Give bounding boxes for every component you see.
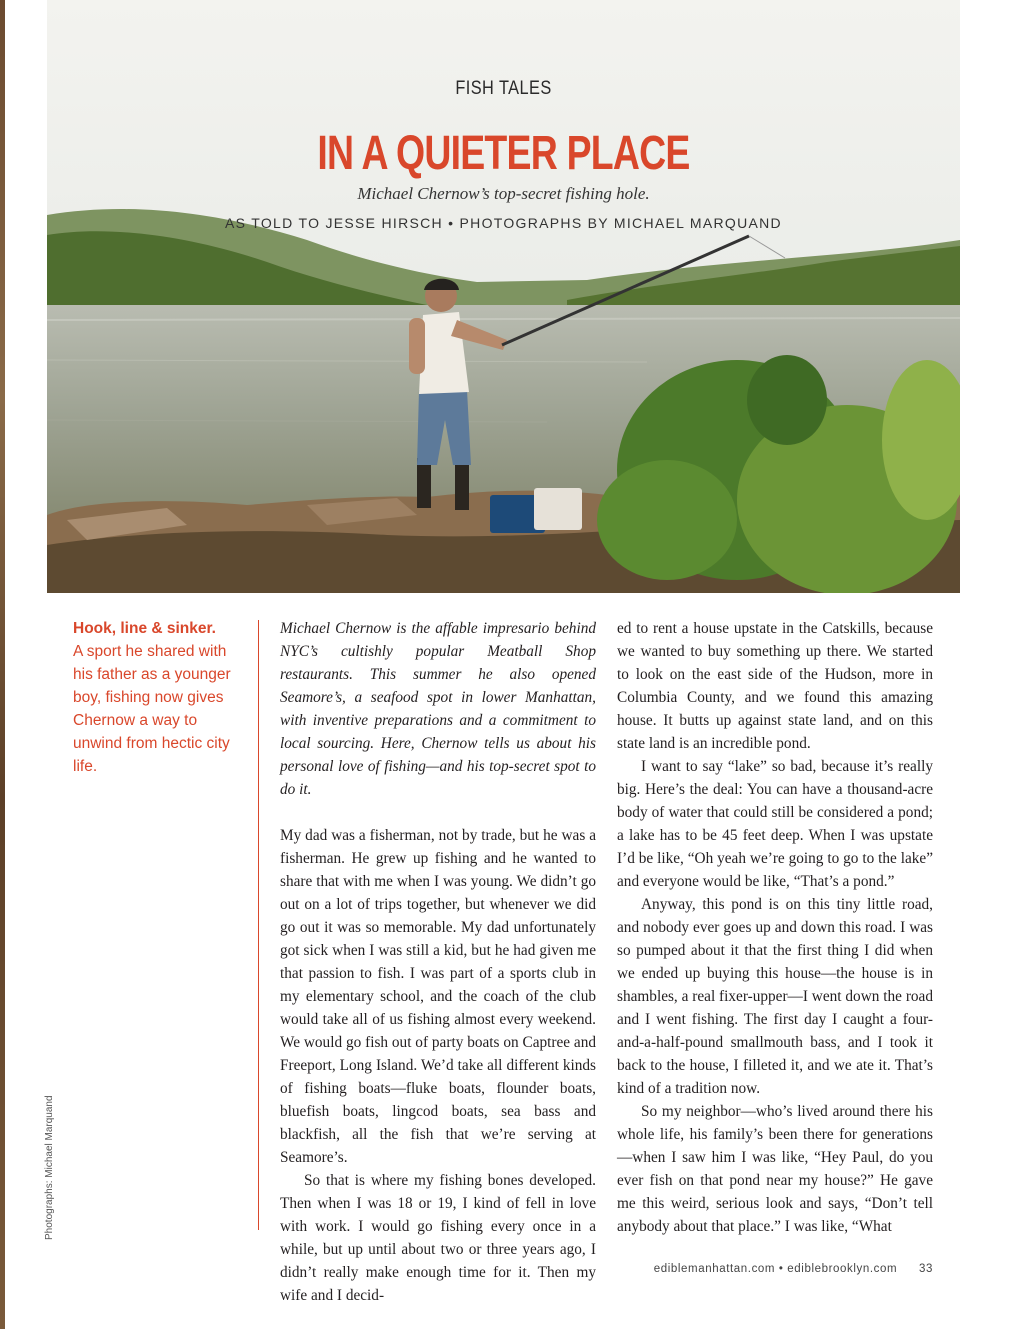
article-intro: Michael Chernow is the affable impresario behind NYC’s cultishly popular Meatball Shop restaurants. This summer he also opened Seamore’s, a seafood spot in lower Manhattan, with inventive preparations and a commitment to local sourcing. Here, Chernow tells us about his personal love of fishing—and his top-secret spot to do it. bbox=[280, 620, 596, 798]
article-dek: Michael Chernow’s top-secret fishing hole. bbox=[357, 184, 650, 203]
article-paragraph: So my neighbor—who’s lived around there his whole life, his family’s been there for generations—when I saw him I was like, “Hey Paul, do you ever fish on that pond near my house?” He gave me this weird, serious look and says, “Don’t tell anybody about that place.” I was like, “What bbox=[617, 1103, 933, 1235]
column-divider bbox=[258, 620, 259, 1230]
article-column-2 bbox=[617, 617, 933, 1238]
caption-title: Hook, line & sinker. bbox=[73, 620, 216, 637]
photo-caption bbox=[73, 617, 243, 778]
caption-body: A sport he shared with his father as a younger boy, fishing now gives Chernow a way to unwind from hectic city life. bbox=[73, 643, 231, 775]
section-kicker: FISH TALES bbox=[455, 78, 552, 99]
hero-photo bbox=[47, 0, 960, 593]
article-paragraph: So that is where my fishing bones developed. Then when I was 18 or 19, I kind of fell in love with work. I would go fishing every once in a while, but up until about two or three years ago, I didn’t really make enough time for it. Then my wife and I decid- bbox=[280, 1172, 596, 1304]
byline-credit: AS TOLD TO JESSE HIRSCH • PHOTOGRAPHS BY MICHAEL MARQUAND bbox=[225, 215, 782, 231]
article-column-1 bbox=[280, 617, 596, 1307]
article-headline: IN A QUIETER PLACE bbox=[317, 127, 690, 180]
page-number: 33 bbox=[919, 1263, 933, 1275]
footer-sites: ediblemanhattan.com • ediblebrooklyn.com bbox=[653, 1263, 898, 1275]
article-paragraph: I want to say “lake” so bad, because it’s really big. Here’s the deal: You can have a thousand-acre body of water that could still be considered a pond; a lake has to be 45 feet deep. When I was upstate I’d be like, “Oh yeah we’re going to go to the lake” and everyone would be like, “That’s a pond.” bbox=[617, 758, 933, 890]
page-spine-edge bbox=[0, 0, 5, 1329]
article-paragraph: ed to rent a house upstate in the Catskills, because we wanted to buy something up there. We started to look on the east side of the Hudson, more in Columbia County, and we found this amazing house. It butts up against state land, and on this state land is an incredible pond. bbox=[617, 620, 933, 752]
page-footer bbox=[600, 1263, 933, 1275]
article-paragraph: Anyway, this pond is on this tiny little road, and nobody ever goes up and down this road. I was so pumped about it that the first thing I did when we ended up buying this house—the house is in shambles, a real fixer-upper—I went down the road and I went fishing. The first day I caught a four-and-a-half-pound smallmouth bass, and I took it back to the house, I filleted it, and we ate it. That’s kind of a tradition now. bbox=[617, 896, 933, 1097]
article-paragraph: My dad was a fisherman, not by trade, but he was a fisherman. He grew up fishing and he wanted to share that with me when I was young. We didn’t go out on a lot of trips together, but whenever we did go out it was so memorable. My dad unfortunately got sick when I was still a kid, but he had given me that passion to fish. I was part of a sports club in my elementary school, and the coach of the club would take all of us fishing almost every weekend. We would go fish out of party boats on Captree and Freeport, Long Island. We’d take all different kinds of fishing boats—fluke boats, flounder boats, bluefish boats, lingcod boats, sea bass and blackfish, all the fish that we’re serving at Seamore’s. bbox=[280, 827, 596, 1166]
photo-credit: Photographs: Michael Marquand bbox=[44, 1095, 55, 1240]
